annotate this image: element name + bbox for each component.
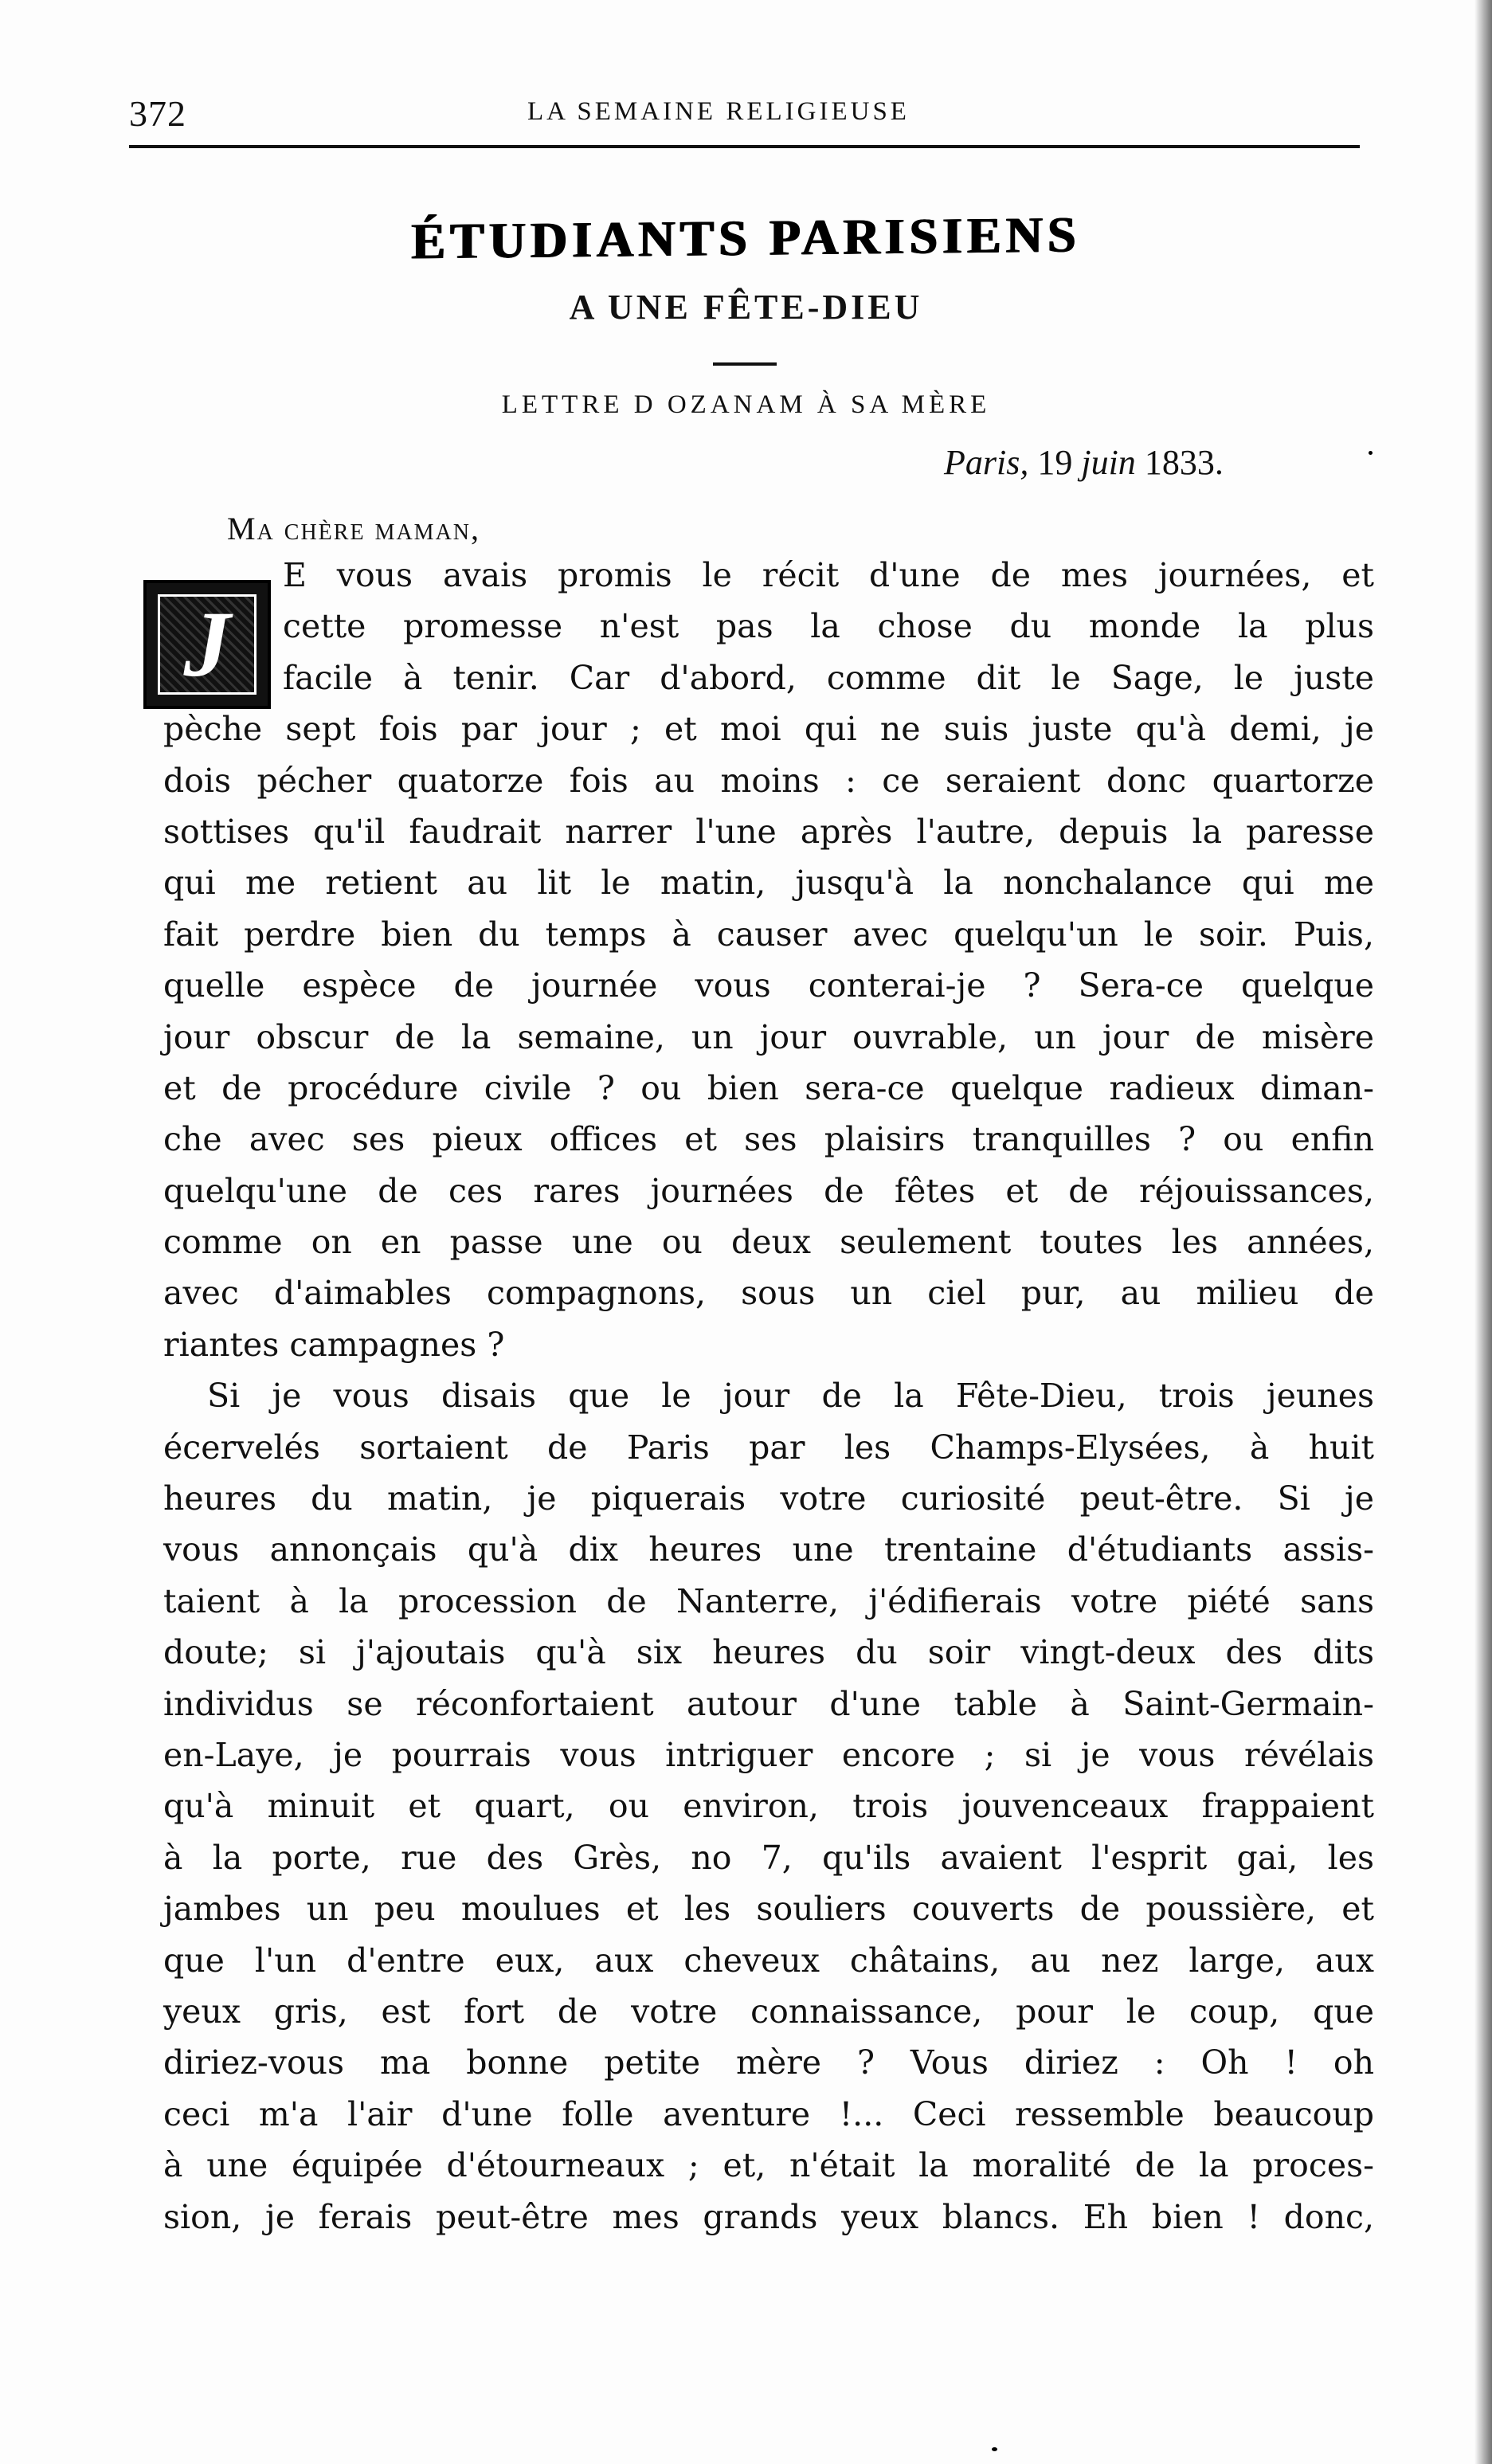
letter-body [163,550,1374,2243]
scan-speck [1369,451,1373,455]
text-line: qui me retient au lit le matin, jusqu'à la nonchalance qui me [163,864,1374,903]
text-line: en-Laye, je pourrais vous intriguer encore ; si je vous révélais [163,1735,1374,1774]
text-line: sion, je ferais peut-être mes grands yeux blancs. Eh bien ! donc, [163,2197,1374,2236]
dateline-year: 1833. [1144,443,1224,482]
text-line: fait perdre bien du temps à causer avec quelqu'un le soir. Puis, [163,915,1374,954]
text-line: à une équipée d'étourneaux ; et, n'était la moralité de la proces- [163,2146,1374,2185]
page-header [129,89,1372,145]
text-line: et de procédure civile ? ou bien sera-ce quelque radieux diman- [163,1068,1374,1107]
text-line: à la porte, rue des Grès, no 7, qu'ils avaient l'esprit gai, les [163,1838,1374,1877]
text-line: écervelés sortaient de Paris par les Champs-Elysées, à huit [163,1428,1374,1467]
salutation: Ma chère maman, [227,511,481,546]
text-line: cette promesse n'est pas la chose du monde la plus [283,607,1374,646]
article-subtitle: A UNE FÊTE-DIEU [569,288,923,327]
dateline-day: 19 [1037,443,1073,482]
scan-speck [992,2447,997,2451]
text-line: heures du matin, je piquerais votre curiosité peut-être. Si je [163,1479,1374,1518]
article-title: ÉTUDIANTS PARISIENS [411,206,1081,270]
dateline-place: Paris, [944,443,1029,482]
text-line: vous annonçais qu'à dix heures une trentaine d'étudiants assis- [163,1530,1374,1569]
text-line: facile à tenir. Car d'abord, comme dit le Sage, le juste [283,658,1374,697]
text-line: individus se réconfortaient autour d'une table à Saint-Germain- [163,1684,1374,1723]
text-line: ceci m'a l'air d'une folle aventure !... Ceci ressemble beaucoup [163,2094,1374,2133]
text-line: comme on en passe une ou deux seulement toutes les années, [163,1223,1374,1262]
letter-heading: LETTRE D OZANAM À SA MÈRE [501,390,991,419]
text-line: che avec ses pieux offices et ses plaisirs tranquilles ? ou enfin [163,1120,1374,1159]
title-divider [713,362,777,366]
text-line: doute; si j'ajoutais qu'à six heures du soir vingt-deux des dits [163,1633,1374,1672]
page-edge-shadow [1474,0,1492,2464]
text-line: Si je vous disais que le jour de la Fête-Dieu, trois jeunes [207,1377,1374,1416]
page-number: 372 [129,93,186,134]
text-line: dois pécher quatorze fois au moins : ce seraient donc quartorze [163,761,1374,800]
text-line: riantes campagnes ? [163,1325,505,1364]
text-line: yeux gris, est fort de votre connaissance, pour le coup, que [163,1992,1374,2031]
running-title: LA SEMAINE RELIGIEUSE [527,97,910,126]
text-line: sottises qu'il faudrait narrer l'une après l'autre, depuis la paresse [163,812,1374,851]
header-rule [129,145,1360,148]
text-line: E vous avais promis le récit d'une de mes journées, et [283,556,1374,594]
dateline-month: juin [1081,443,1136,482]
text-line: jambes un peu moulues et les souliers couverts de poussière, et [163,1890,1374,1929]
text-line: qu'à minuit et quart, ou environ, trois jouvenceaux frappaient [163,1787,1374,1826]
dateline [944,442,1224,483]
drop-cap-letter: J [183,592,231,696]
text-line: avec d'aimables compagnons, sous un ciel pur, au milieu de [163,1274,1374,1313]
text-line: taient à la procession de Nanterre, j'édifierais votre piété sans [163,1581,1374,1620]
text-line: jour obscur de la semaine, un jour ouvrable, un jour de misère [163,1017,1374,1056]
text-line: quelqu'une de ces rares journées de fêtes et de réjouissances, [163,1171,1374,1210]
text-line: diriez-vous ma bonne petite mère ? Vous diriez : Oh ! oh [163,2043,1374,2082]
text-line: que l'un d'entre eux, aux cheveux châtains, au nez large, aux [163,1941,1374,1980]
text-line: pèche sept fois par jour ; et moi qui ne suis juste qu'à demi, je [163,710,1374,749]
text-line: quelle espèce de journée vous conterai-je ? Sera-ce quelque [163,966,1374,1005]
